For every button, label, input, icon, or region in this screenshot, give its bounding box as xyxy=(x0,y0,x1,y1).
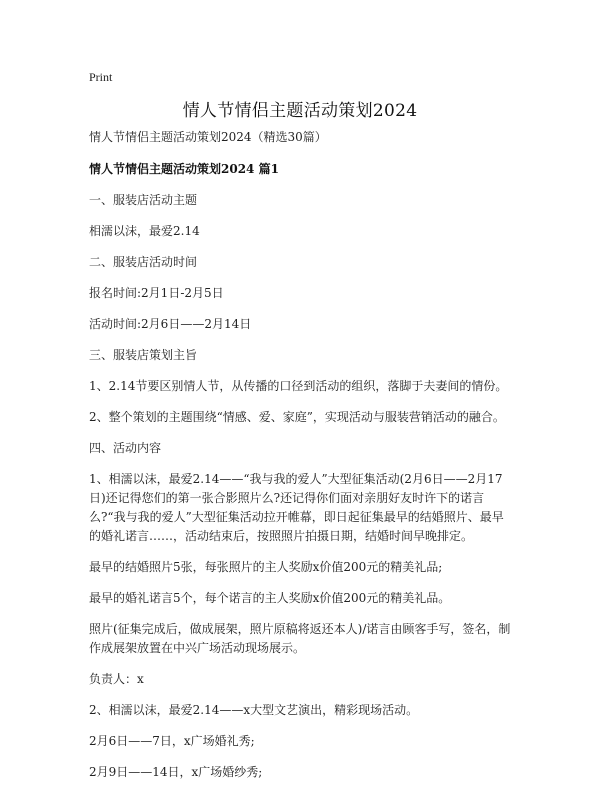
paragraph-heading: 四、活动内容 xyxy=(89,441,162,455)
document-subtitle: 情人节情侣主题活动策划2024（精选30篇） xyxy=(89,130,327,144)
print-link[interactable]: Print xyxy=(89,70,113,84)
paragraph: 照片(征集完成后，做成展架，照片原稿将返还本人)/诺言由顾客手写，签名，制作成展架放置在中兴广场活动现场展示。 xyxy=(89,622,511,655)
paragraph-heading: 三、服装店策划主旨 xyxy=(89,348,198,362)
paragraph: 2月9日——14日，x广场婚纱秀; xyxy=(89,765,263,779)
document-body xyxy=(89,128,513,794)
paragraph: 活动时间:2月6日——2月14日 xyxy=(89,317,252,331)
paragraph: 最早的婚礼诺言5个，每个诺言的主人奖励x价值200元的精美礼品。 xyxy=(89,591,451,605)
paragraph: 2、相濡以沫，最爱2.14——x大型文艺演出，精彩现场活动。 xyxy=(89,703,419,717)
paragraph: 相濡以沫，最爱2.14 xyxy=(89,224,200,238)
section-heading: 情人节情侣主题活动策划2024 篇1 xyxy=(89,162,279,176)
paragraph: 报名时间:2月1日-2月5日 xyxy=(89,286,224,300)
paragraph: 最早的结婚照片5张，每张照片的主人奖励x价值200元的精美礼品; xyxy=(89,560,443,574)
paragraph: 2、整个策划的主题围绕“情感、爱、家庭”，实现活动与服装营销活动的融合。 xyxy=(89,410,505,424)
page-title: 情人节情侣主题活动策划2024 xyxy=(182,101,418,121)
paragraph: 负责人：x xyxy=(89,672,144,686)
paragraph: 1、相濡以沫，最爱2.14——“我与我的爱人”大型征集活动(2月6日——2月17日)还记得您们的第一张合影照片么?还记得你们面对亲朋好友时许下的诺言么?“我与我的爱人”大型征集活动拉开帷幕，即日起征集最早的结婚照片、最早的婚礼诺言……，活动结束后，按照照片拍摄日期，结婚时间早晚排定。 xyxy=(89,472,504,543)
paragraph: 2月6日——7日，x广场婚礼秀; xyxy=(89,734,255,748)
paragraph-heading: 一、服装店活动主题 xyxy=(89,193,198,207)
paragraph-heading: 二、服装店活动时间 xyxy=(89,255,198,269)
paragraph: 1、2.14节要区别情人节，从传播的口径到活动的组织，落脚于夫妻间的情份。 xyxy=(89,379,508,393)
